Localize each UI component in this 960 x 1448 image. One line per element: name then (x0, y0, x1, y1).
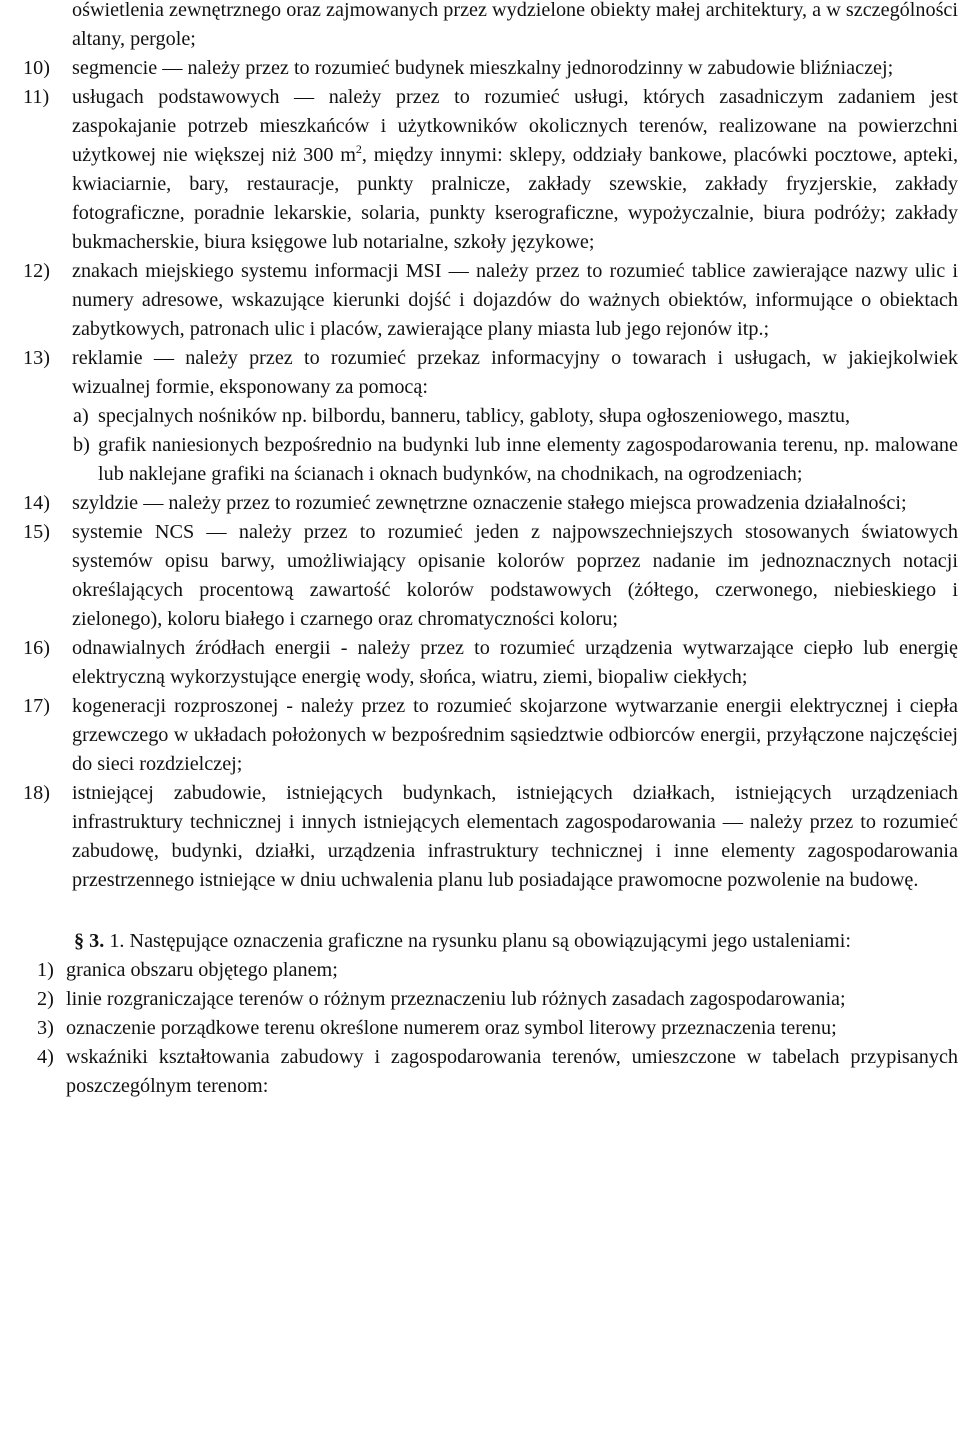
item-number: 17) (23, 695, 50, 717)
definition-15 (0, 518, 958, 634)
subitem-a (0, 402, 958, 431)
definition-text (72, 86, 958, 253)
continuation-paragraph: oświetlenia zewnętrznego oraz zajmowanych przez wydzielone obiekty małej architektury, a w szczególności altany, pergole; (72, 0, 958, 50)
definition-text: systemie NCS — należy przez to rozumieć jeden z najpowszechniejszych stosowanych światowych systemów opisu barwy, umożliwiający opisanie kolorów poprzez nadanie im jednoznacznych notacji określających procentową zawartość kolorów podstawowych (żółtego, czerwonego, niebieskiego i zielonego), koloru białego i czarnego oraz chromatyczności koloru; (72, 521, 958, 630)
subitem-letter: b) (73, 434, 90, 456)
definition-16 (0, 634, 958, 692)
definition-text-part: , między innymi: sklepy, oddziały bankowe, placówki pocztowe, apteki, kwiaciarnie, bary, restauracje, punkty pralnicze, zakłady szewskie, zakłady fryzjerskie, zakłady fotograficzne, poradnie lekarskie, solaria, punkty kserograficzne, wypożyczalnie, biura podróży; zakłady bukmacherskie, biura księgowe lub notarialne, szkoły językowe; (72, 144, 959, 253)
section-mark: § (74, 930, 85, 952)
subitem-text: specjalnych nośników np. bilbordu, banneru, tablicy, gabloty, słupa ogłoszeniowego, masztu, (98, 405, 851, 427)
item-number: 18) (23, 782, 50, 804)
section-3-intro (0, 927, 958, 956)
definition-17 (0, 692, 958, 779)
definition-text-part: usługach podstawowych — należy przez to rozumieć usługi, których zasadniczym zadaniem jest zaspokajanie potrzeb mieszkańców i użytkowników okolicznych terenów, realizowane na powierzchni użytkowej nie większej niż 300 m (72, 86, 958, 166)
definition-14 (0, 489, 958, 518)
item-text: linie rozgraniczające terenów o różnym przeznaczeniu lub różnych zasadach zagospodarowania; (66, 988, 846, 1010)
item-number: 12) (23, 260, 50, 282)
item-number: 16) (23, 637, 50, 659)
definition-text: kogeneracji rozproszonej - należy przez to rozumieć skojarzone wytwarzanie energii elektrycznej i ciepła grzewczego w układach położonych w bezpośrednim sąsiedztwie odbiorców energii, przyłączone najczęściej do sieci rozdzielczej; (72, 695, 958, 775)
item-number: 1) (37, 959, 54, 981)
section-intro-text: 1. Następujące oznaczenia graficzne na rysunku planu są obowiązującymi jego ustaleniami: (104, 930, 851, 952)
item-text: granica obszaru objętego planem; (66, 959, 338, 981)
subitem-b (0, 431, 958, 489)
item-number: 3) (37, 1017, 54, 1039)
definition-text: segmencie — należy przez to rozumieć budynek mieszkalny jednorodzinny w zabudowie bliźniaczej; (72, 57, 894, 79)
section-3-item-3 (0, 1014, 958, 1043)
item-number: 4) (37, 1046, 54, 1068)
section-3-item-1 (0, 956, 958, 985)
definition-18 (0, 779, 958, 895)
subitem-letter: a) (73, 405, 89, 427)
item-number: 11) (23, 86, 50, 108)
definition-11 (0, 83, 958, 257)
section-3-item-4 (0, 1043, 958, 1101)
definition-10 (0, 54, 958, 83)
definition-text: odnawialnych źródłach energii - należy przez to rozumieć urządzenia wytwarzające ciepło lub energię elektryczną wykorzystujące energię wody, słońca, wiatru, ziemi, biopaliw ciekłych; (72, 637, 958, 688)
section-number: 3. (89, 930, 105, 952)
definition-text: reklamie — należy przez to rozumieć przekaz informacyjny o towarach i usługach, w jakiejkolwiek wizualnej formie, eksponowany za pomocą: (72, 347, 958, 398)
item-text: wskaźniki kształtowania zabudowy i zagospodarowania terenów, umieszczone w tabelach przypisanych poszczególnym terenom: (66, 1046, 958, 1097)
item-number: 15) (23, 521, 50, 543)
definition-13 (0, 344, 958, 402)
item-text: oznaczenie porządkowe terenu określone numerem oraz symbol literowy przeznaczenia terenu; (66, 1017, 837, 1039)
item-number: 13) (23, 347, 50, 369)
superscript: 2 (355, 142, 362, 156)
definition-text: znakach miejskiego systemu informacji MSI — należy przez to rozumieć tablice zawierające nazwy ulic i numery adresowe, wskazujące kierunki dojść i dojazdów do ważnych obiektów, informujące o obiektach zabytkowych, patronach ulic i placów, zawierające plany miasta lub jego rejonów itp.; (72, 260, 958, 340)
definition-text: szyldzie — należy przez to rozumieć zewnętrzne oznaczenie stałego miejsca prowadzenia działalności; (72, 492, 907, 514)
subitem-text: grafik naniesionych bezpośrednio na budynki lub inne elementy zagospodarowania terenu, np. malowane lub naklejane grafiki na ścianach i oknach budynków, na chodnikach, na ogrodzeniach; (98, 434, 958, 485)
item-number: 2) (37, 988, 54, 1010)
definition-text: istniejącej zabudowie, istniejących budynkach, istniejących działkach, istniejących urządzeniach infrastruktury technicznej i innych istniejących elementach zagospodarowania — należy przez to rozumieć zabudowę, budynki, działki, urządzenia infrastruktury technicznej i inne elementy zagospodarowania przestrzennego istniejące w dniu uchwalenia planu lub posiadające prawomocne pozwolenie na budowę. (72, 782, 958, 891)
definition-12 (0, 257, 958, 344)
item-number: 10) (23, 57, 50, 79)
section-3-item-2 (0, 985, 958, 1014)
item-number: 14) (23, 492, 50, 514)
